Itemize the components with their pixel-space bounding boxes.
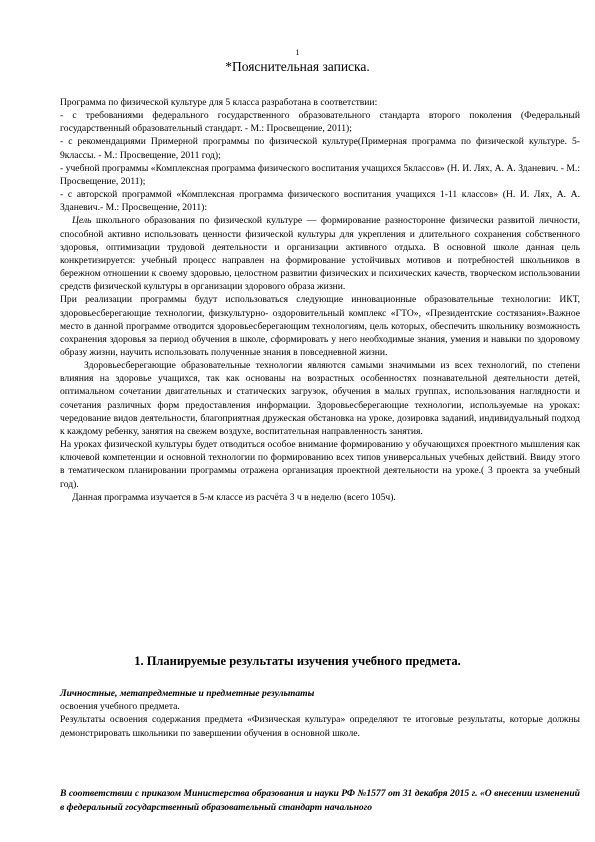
footnote (60, 787, 580, 815)
goal-text: школьного образования по физической культуре — формирование разносторонне физически развитой личности, способной активно использовать ценности физической культуры для укрепления и длительного сохранения собственного здоровья, оптимизации трудовой деятельности и организации активного отдыха. В основной школе данная цель конкретизируется: учебный процесс направлен на формирование устойчивых мотивов и потребностей школьников в бережном отношении к своему здоровью, целостном развитии физических и психических качеств, творческом использовании средств физической культуры в организации здорового образа жизни. (60, 215, 580, 293)
intro-lead: Программа по физической культуре для 5 класса разработана в соответствии: (60, 97, 378, 108)
intro-section (60, 96, 580, 504)
intro-item: - с рекомендациями Примерной программы по физической культуре(Примерная программа по физической культуре. 5-9классы. - М.: Просвещение, 2011 год); (60, 136, 580, 161)
project-paragraph: На уроках физической культуры будет отводиться особое внимание формированию у обучающихся проектного мышления как ключевой компетенции и основной технологии по формированию всех типов универсальных учебных действий. Ввиду этого в тематическом планировании программы отражена организация проектной деятельности на уроке.( 3 проекта за учебный год). (60, 439, 580, 490)
results-line: освоения учебного предмета. (60, 701, 180, 713)
results-section (60, 687, 580, 740)
hours-paragraph: Данная программа изучается в 5-м классе из расчёта 3 ч в неделю (всего 105ч). (72, 491, 396, 503)
health-tech-paragraph: Здоровьесберегающие образовательные технологии являются самыми значимыми из всех технологий, по степени влияния на здоровье учащихся, так как основаны на возрастных особенностях познавательной деятельности детей, оптимальном сочетании двигательных и статических загрузок, обучения в малых группах, использования наглядности и сочетания различных форм предоставления информации. Здоровьесберегающие технологии, используемые на уроках: чередование видов деятельности, благоприятная дружеская обстановка на уроке, дозировка заданий, индивидуальный подход к каждому ребенку, занятия на свежем воздухе, воспитательная направленность занятия. (60, 360, 580, 437)
page-title: *Пояснительная записка. (225, 59, 370, 74)
footnote-text: В соответствии с приказом Министерства образования и науки РФ №1577 от 31 декабря 2015 г. «О внесении изменений в федеральный государственный образовательный стандарт начального (60, 788, 580, 813)
results-subheading: Личностные, метапредметные и предметные результаты (60, 688, 315, 699)
section-heading: 1. Планируемые результаты изучения учебного предмета. (134, 654, 461, 668)
intro-item: - с авторской программой «Комплексная программа физического воспитания учащихся 1-11 классов» (Н. И. Лях, А. А. Зданевич.- М.: Просвещение, 2011): (60, 189, 580, 214)
results-paragraph: Результаты освоения содержания предмета «Физическая культура» определяют те итоговые результаты, которые должны демонстрировать школьники по завершении обучения в основной школе. (60, 714, 580, 739)
page-number: 1 (295, 48, 300, 57)
goal-term: Цель (72, 215, 92, 227)
intro-item: - учебной программы «Комплексная программа физического воспитания учащихся 5классов» (Н. И. Лях, А. А. Зданевич. - М.: Просвещение, 2011); (60, 162, 580, 187)
technologies-paragraph: При реализации программы будут использоваться следующие инновационные образовательные технологии: ИКТ, здоровьесберегающие технологии, физкультурно- оздоровительный комплекс «ГТО», «Президентские состязания».Важное место в данной программе отводится здоровьесберегающим технологиям, цель которых, обеспечить школьнику возможность сохранения здоровья за период обучения в школе, сформировать у него необходимые знания, умения и навыки по здоровому образу жизни, научить использовать полученные знания в повседневной жизни. (60, 294, 580, 358)
intro-item: - с требованиями федерального государственного образовательного стандарта второго поколения (Федеральный государственный образовательный стандарт. - М.: Просвещение, 2011); (60, 110, 580, 135)
goal-paragraph (60, 214, 580, 293)
